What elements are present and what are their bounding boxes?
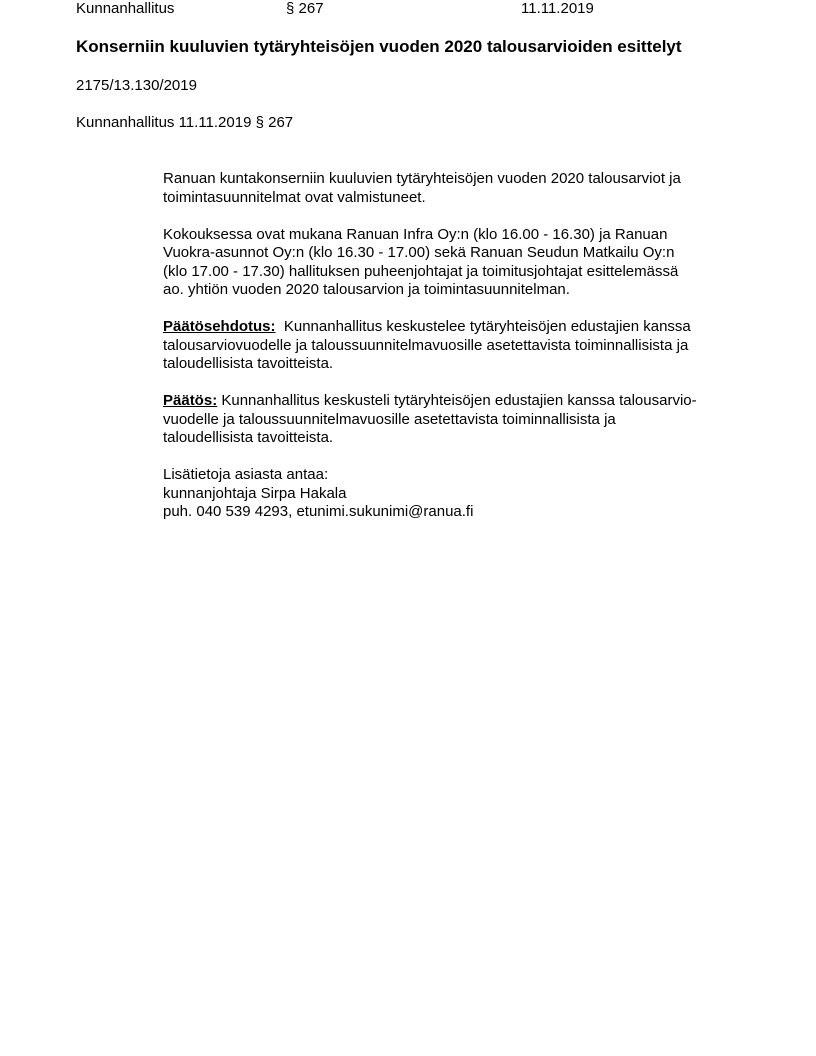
text-line: Lisätietoja asiasta antaa: (163, 466, 329, 483)
decision-label: Päätös: (163, 392, 218, 409)
header-section: § 267 (286, 0, 324, 17)
text-line: kunnanjohtaja Sirpa Hakala (163, 484, 347, 502)
intro-paragraph (163, 170, 763, 207)
decision-paragraph (163, 392, 763, 448)
contact-details: puh. 040 539 4293, etunimi.sukunimi@ranua.fi (163, 503, 474, 520)
text-line: taloudellisista tavoitteista. (163, 429, 334, 446)
header-body: Kunnanhallitus (76, 0, 175, 17)
text-line: Ranuan kuntakonserniin kuuluvien tytäryhteisöjen vuoden 2020 talousarviot ja (163, 170, 681, 187)
text-line: Kunnanhallitus keskustelee tytäryhteisöjen edustajien kanssa (283, 318, 691, 335)
header-date: 11.11.2019 (521, 0, 594, 17)
proposal-label: Päätösehdotus: (163, 318, 276, 335)
text-line: Kokouksessa ovat mukana Ranuan Infra Oy:n (klo 16.00 - 16.30) ja Ranuan (163, 225, 668, 243)
proposal-paragraph (163, 318, 763, 374)
text-line: toimintasuunnitelmat ovat valmistuneet. (163, 188, 426, 206)
contact-paragraph (163, 466, 763, 522)
text-line: taloudellisista tavoitteista. (163, 355, 334, 372)
text-line: vuodelle ja taloussuunnitelmavuosille asetettavista toiminnallisista ja (163, 410, 616, 428)
meeting-reference: Kunnanhallitus 11.11.2019 § 267 (76, 114, 294, 131)
document-body (163, 170, 763, 522)
text-line: ao. yhtiön vuoden 2020 talousarvion ja toimintasuunnitelman. (163, 281, 570, 298)
document-title: Konserniin kuuluvien tytäryhteisöjen vuoden 2020 talousarvioiden esittelyt (76, 37, 682, 56)
meeting-paragraph (163, 226, 763, 300)
case-number: 2175/13.130/2019 (76, 77, 197, 94)
text-line: (klo 17.00 - 17.30) hallituksen puheenjohtajat ja toimitusjohtajat esittelemässä (163, 262, 679, 280)
text-line: Vuokra-asunnot Oy:n (klo 16.30 - 17.00) sekä Ranuan Seudun Matkailu Oy:n (163, 244, 675, 261)
text-line: talousarviovuodelle ja taloussuunnitelmavuosille asetettavista toiminnallisista ja (163, 336, 689, 354)
text-line: Kunnanhallitus keskusteli tytäryhteisöjen edustajien kanssa talousarvio- (221, 392, 697, 409)
